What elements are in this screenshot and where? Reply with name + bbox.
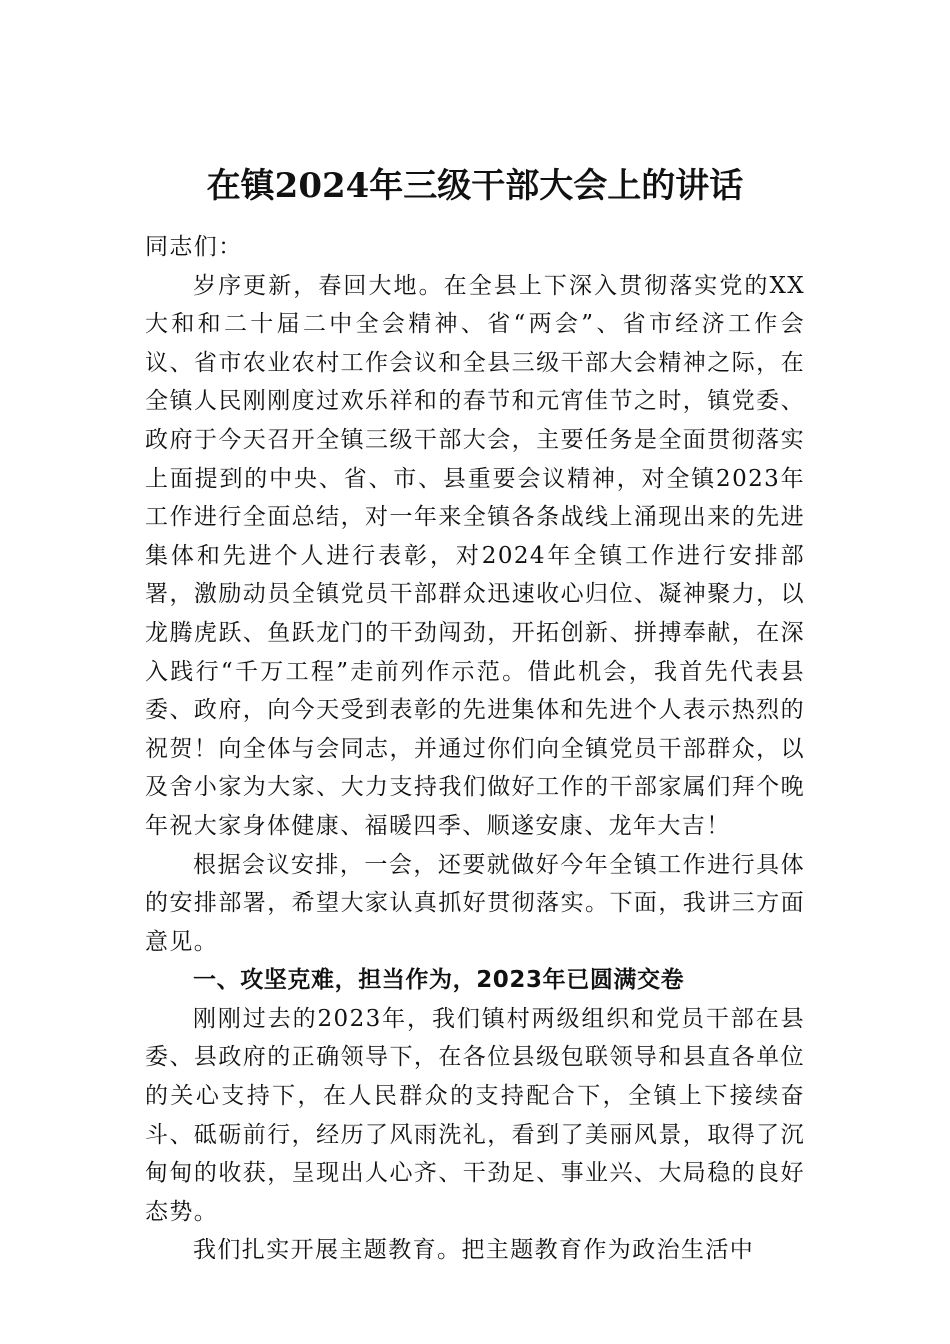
- section-heading: 一、攻坚克难，担当作为，2023年已圆满交卷: [193, 967, 685, 994]
- document-body: [145, 228, 805, 1270]
- paragraph-opening: 岁序更新，春回大地。在全县上下深入贯彻落实党的XX大和和二十届二中全会精神、省“两会”、省市经济工作会议、省市农业农村工作会议和全县三级干部大会精神之际，在全镇人民刚刚度过欢乐祥和的春节和元宵佳节之时，镇党委、政府于今天召开全镇三级干部大会，主要任务是全面贯彻落实上面提到的中央、省、市、县重要会议精神，对全镇2023年工作进行全面总结，对一年来全镇各条战线上涌现出来的先进集体和先进个人进行表彰，对2024年全镇工作进行安排部署，激励动员全镇党员干部群众迅速收心归位、凝神聚力，以龙腾虎跃、鱼跃龙门的干劲闯劲，开拓创新、拼搏奉献，在深入践行“千万工程”走前列作示范。借此机会，我首先代表县委、政府，向今天受到表彰的先进集体和先进个人表示热烈的祝贺！向全体与会同志，并通过你们向全镇党员干部群众，以及舍小家为大家、大力支持我们做好工作的干部家属们拜个晚年祝大家身体健康、福暖四季、顺遂安康、龙年大吉！: [145, 272, 805, 839]
- paragraph-theme-education: 我们扎实开展主题教育。把主题教育作为政治生活中: [193, 1237, 755, 1264]
- paragraph-arrangement: 根据会议安排，一会，还要就做好今年全镇工作进行具体的安排部署，希望大家认真抓好贯彻落实。下面，我讲三方面意见。: [145, 851, 805, 955]
- salutation: 同志们：: [145, 234, 243, 260]
- paragraph-review: 刚刚过去的2023年，我们镇村两级组织和党员干部在县委、县政府的正确领导下，在各位县级包联领导和县直各单位的关心支持下，在人民群众的支持配合下，全镇上下接续奋斗、砥砺前行，经历了风雨洗礼，看到了美丽风景，取得了沉甸甸的收获，呈现出人心齐、干劲足、事业兴、大局稳的良好态势。: [145, 1005, 805, 1225]
- document-title: 在镇2024年三级干部大会上的讲话: [206, 166, 744, 206]
